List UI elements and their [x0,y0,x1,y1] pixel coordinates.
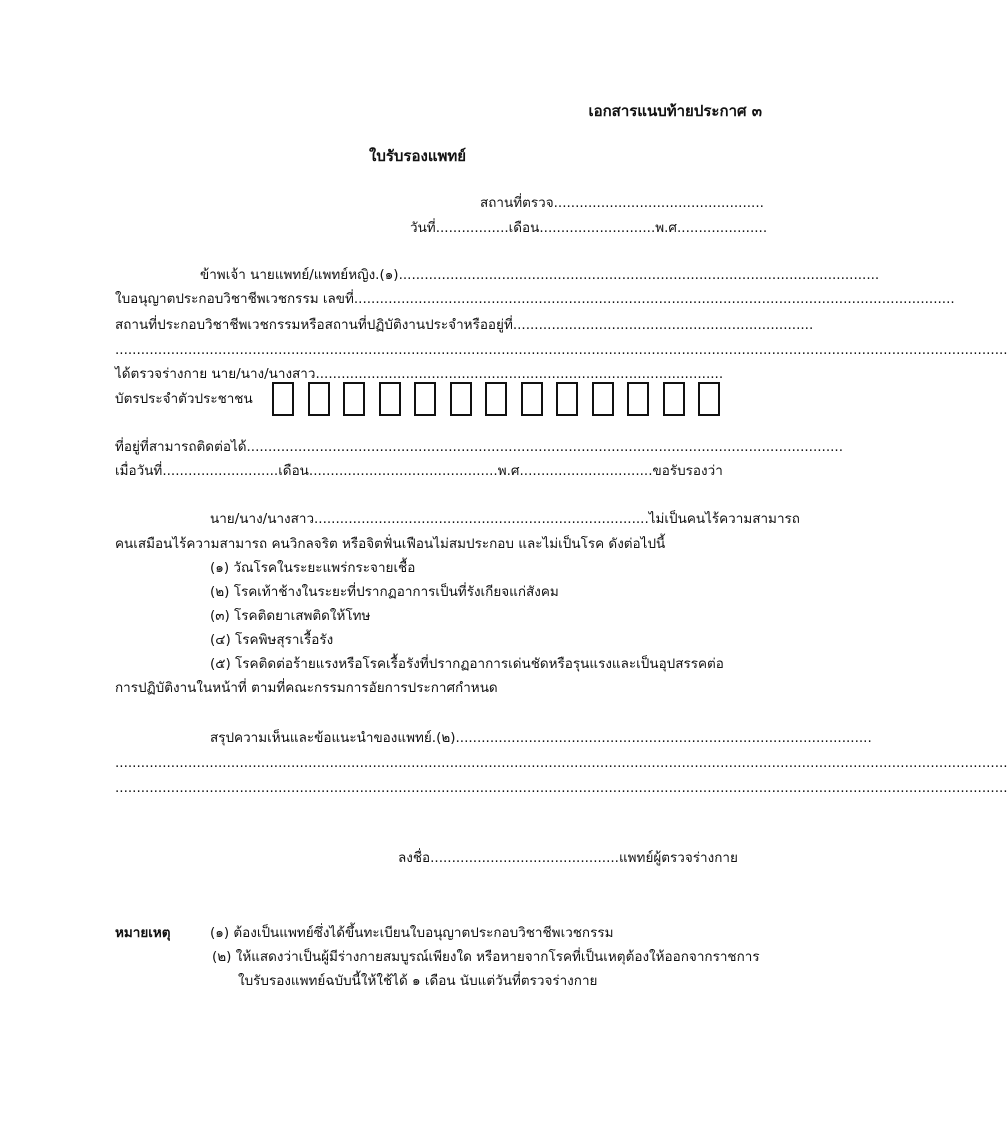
patient-name-field[interactable]: ได้ตรวจร่างกาย นาย/นาง/นางสาว............................................................................................... [115,366,724,382]
certify-name-field[interactable]: นาย/นาง/นางสาว..............................................................................ไม่เป็นคนไร้ความสามารถ [210,511,800,527]
id-digit-box[interactable] [379,382,401,416]
exam-place-field[interactable]: สถานที่ตรวจ................................................. [480,195,764,211]
id-digit-box[interactable] [272,382,294,416]
certify-text: คนเสมือนไร้ความสามารถ คนวิกลจริต หรือจิตฟั่นเฟือนไม่สมประกอบ และไม่เป็นโรค ดังต่อไปนี้ [115,536,666,552]
certify-date-field[interactable]: เมื่อวันที่...........................เดือน............................................พ.ศ...............................ขอรับรองว่า [115,463,723,479]
note-item-cont: ใบรับรองแพทย์ฉบับนี้ให้ใช้ได้ ๑ เดือน นับแต่วันที่ตรวจร่างกาย [238,973,598,989]
signature-field[interactable]: ลงชื่อ............................................แพทย์ผู้ตรวจร่างกาย [398,850,738,866]
doctor-name-field[interactable]: ข้าพเจ้า นายแพทย์/แพทย์หญิง.(๑)................................................................................................................ [200,267,880,283]
doctor-opinion-line[interactable]: ................................................................................................................................................................................................................ [115,755,1008,771]
id-digit-box[interactable] [308,382,330,416]
id-digit-box[interactable] [485,382,507,416]
license-number-field[interactable]: ใบอนุญาตประกอบวิชาชีพเวชกรรม เลขที่............................................................................................................................................ [115,291,955,307]
doctor-opinion-line[interactable]: ................................................................................................................................................................................................................ [115,780,1008,796]
address-field[interactable]: ที่อยู่ที่สามารถติดต่อได้........................................................................................................................................... [115,439,843,455]
id-digit-box[interactable] [592,382,614,416]
doctor-opinion-field[interactable]: สรุปความเห็นและข้อแนะนำของแพทย์.(๒)................................................................................................. [210,730,872,746]
notes-label: หมายเหตุ [115,925,171,941]
id-digit-box[interactable] [521,382,543,416]
id-digit-box[interactable] [343,382,365,416]
id-digit-box[interactable] [627,382,649,416]
id-digit-box[interactable] [698,382,720,416]
id-digit-box[interactable] [450,382,472,416]
id-card-label: บัตรประจำตัวประชาชน [115,391,253,407]
workplace-field[interactable]: สถานที่ประกอบวิชาชีพเวชกรรมหรือสถานที่ปฏิบัติงานประจำหรืออยู่ที่...................................................................... [115,317,814,333]
exam-date-field[interactable]: วันที่.................เดือน...........................พ.ศ..................... [410,220,768,236]
id-digit-box[interactable] [414,382,436,416]
disease-item: (๑) วัณโรคในระยะแพร่กระจายเชื้อ [210,560,416,576]
disease-item-cont: การปฏิบัติงานในหน้าที่ ตามที่คณะกรรมการอัยการประกาศกำหนด [115,680,498,696]
note-item: (๑) ต้องเป็นแพทย์ซึ่งได้ขึ้นทะเบียนใบอนุญาตประกอบวิชาชีพเวชกรรม [210,925,614,941]
disease-item: (๓) โรคติดยาเสพติดให้โทษ [210,608,371,624]
id-digit-box[interactable] [663,382,685,416]
workplace-field-cont[interactable]: ................................................................................................................................................................................................................ [115,342,1008,358]
page-title: ใบรับรองแพทย์ [369,147,467,165]
note-item: (๒) ให้แสดงว่าเป็นผู้มีร่างกายสมบูรณ์เพียงใด หรือหายจากโรคที่เป็นเหตุต้องให้ออกจากราชการ [212,949,760,965]
id-digit-box[interactable] [556,382,578,416]
disease-item: (๒) โรคเท้าช้างในระยะที่ปรากฏอาการเป็นที่รังเกียจแก่สังคม [210,584,559,600]
annex-label: เอกสารแนบท้ายประกาศ ๓ [588,102,762,120]
disease-item: (๔) โรคพิษสุราเรื้อรัง [210,632,334,648]
disease-item: (๕) โรคติดต่อร้ายแรงหรือโรคเรื้อรังที่ปรากฏอาการเด่นชัดหรือรุนแรงและเป็นอุปสรรคต่อ [210,656,724,672]
